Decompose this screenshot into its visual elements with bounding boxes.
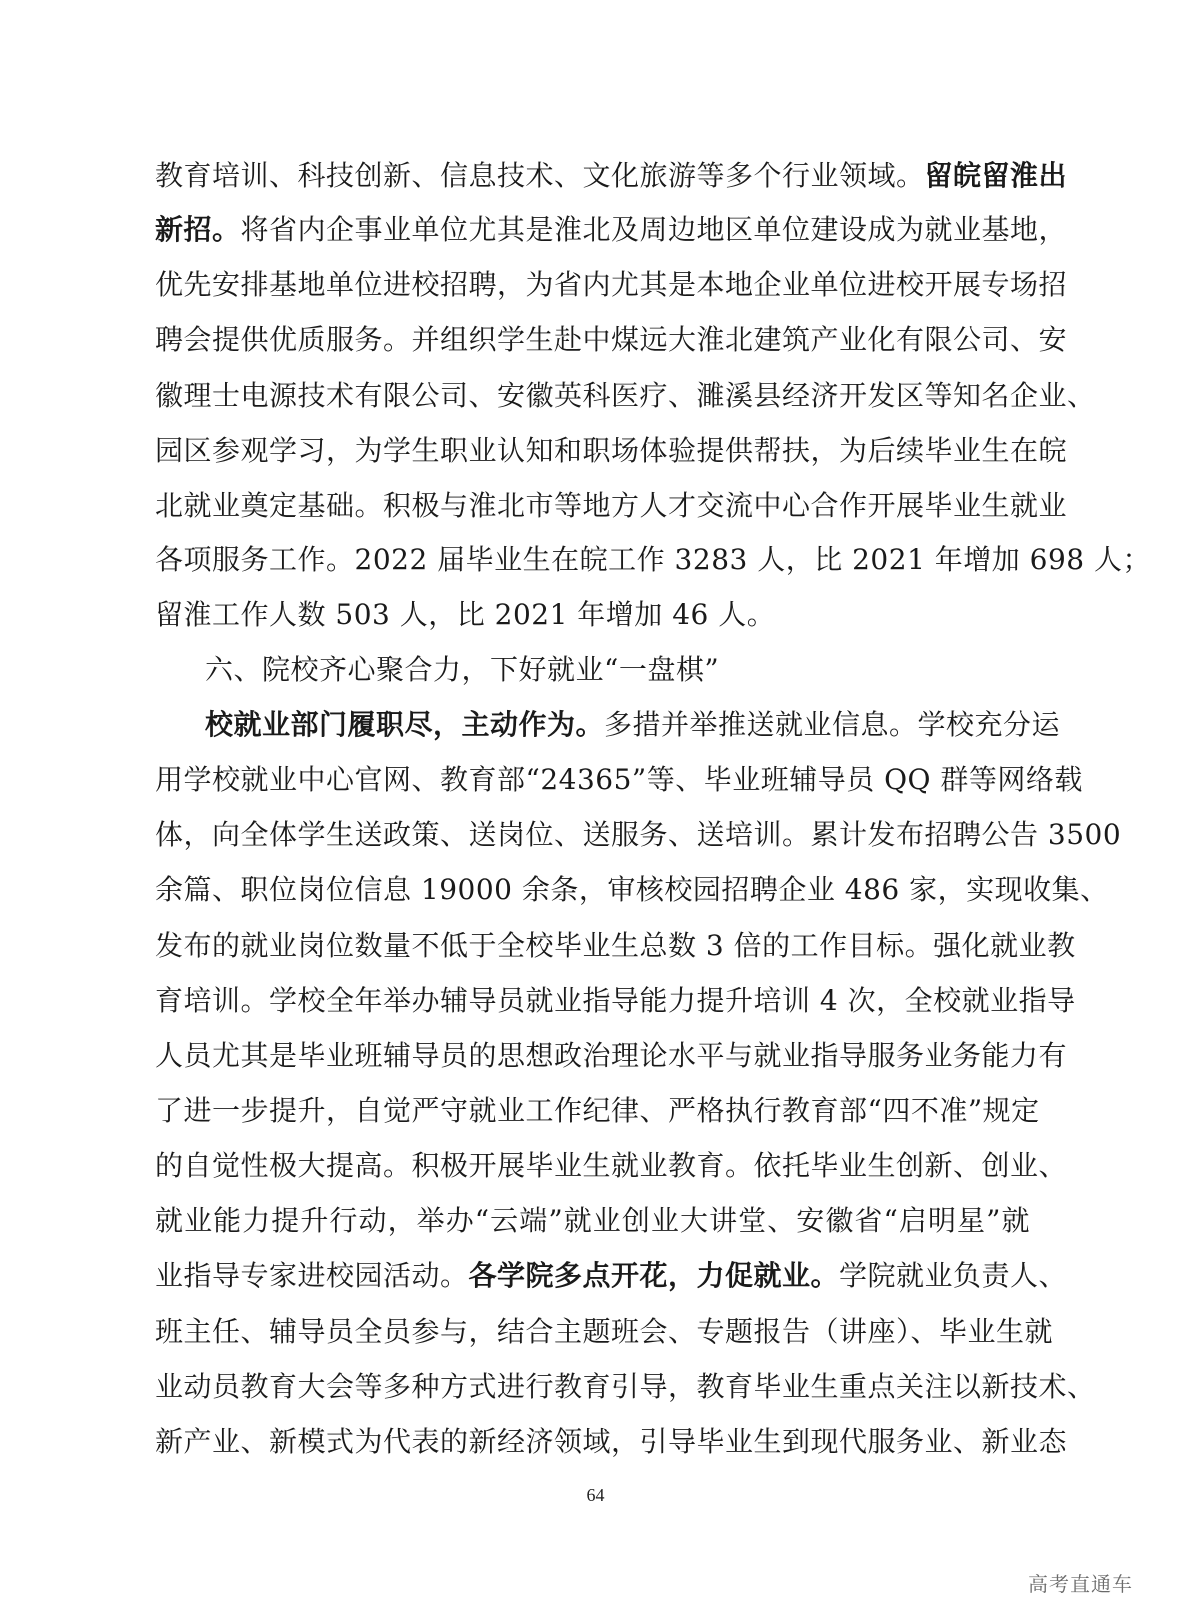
text-run: 班主任、辅导员全员参与，结合主题班会、专题报告（讲座）、毕业生就 [155, 1315, 1054, 1348]
text-run: 的自觉性极大提高。积极开展毕业生就业教育。依托毕业生创新、创业、 [155, 1149, 1068, 1182]
text-line [155, 595, 1030, 635]
text-line [155, 1256, 1068, 1296]
text-run: 新产业、新模式为代表的新经济领域，引导毕业生到现代服务业、新业态 [155, 1425, 1068, 1458]
bold-text-run: 留皖留淮出 [924, 159, 1068, 192]
page-number: 64 [586, 1485, 605, 1505]
text-run: 留淮工作人数 503 人，比 2021 年增加 46 人。 [155, 598, 776, 631]
text-line [155, 1422, 1068, 1462]
text-line [155, 815, 1122, 855]
text-line [155, 1201, 1030, 1241]
text-line [155, 1146, 1068, 1186]
text-line [155, 320, 1068, 360]
text-line [155, 926, 1076, 966]
text-line [155, 1367, 1096, 1407]
text-line [155, 265, 1068, 305]
text-line [155, 1036, 1068, 1076]
text-run: 就业能力提升行动，举办“云端”就业创业大讲堂、安徽省“启明星”就 [155, 1204, 1030, 1237]
text-line [155, 1312, 1054, 1352]
text-run: 将省内企事业单位尤其是淮北及周边地区单位建设成为就业基地， [240, 213, 1068, 246]
text-run: 用学校就业中心官网、教育部“24365”等、毕业班辅导员 QQ 群等网络载 [155, 763, 1083, 796]
text-run: 体，向全体学生送政策、送岗位、送服务、送培训。累计发布招聘公告 3500 [155, 818, 1122, 851]
bold-text-run: 新招。 [155, 213, 241, 246]
text-run: 聘会提供优质服务。并组织学生赴中煤远大淮北建筑产业化有限公司、安 [155, 323, 1068, 356]
text-run: 业指导专家进校园活动。 [155, 1259, 469, 1292]
text-run: 余篇、职位岗位信息 19000 余条，审核校园招聘企业 486 家，实现收集、 [155, 873, 1109, 906]
section-heading [205, 650, 1030, 690]
text-run: 业动员教育大会等多种方式进行教育引导，教育毕业生重点关注以新技术、 [155, 1370, 1096, 1403]
text-line [155, 760, 1083, 800]
text-run: 人员尤其是毕业班辅导员的思想政治理论水平与就业指导服务业务能力有 [155, 1039, 1068, 1072]
text-line [155, 981, 1076, 1021]
text-run: 优先安排基地单位进校招聘，为省内尤其是本地企业单位进校开展专场招 [155, 268, 1068, 301]
bold-text-run: 各学院多点开花，力促就业。 [468, 1259, 840, 1292]
text-run: 多措并举推送就业信息。学校充分运 [604, 708, 1061, 741]
text-run: 园区参观学习，为学生职业认知和职场体验提供帮扶，为后续毕业生在皖 [155, 434, 1068, 467]
watermark: 高考直通车 [1028, 1572, 1133, 1596]
text-line [155, 376, 1096, 416]
text-run: 徽理士电源技术有限公司、安徽英科医疗、濉溪县经济开发区等知名企业、 [155, 379, 1096, 412]
text-line [155, 156, 1068, 196]
text-line [205, 705, 1061, 745]
text-run: 育培训。学校全年举办辅导员就业指导能力提升培训 4 次，全校就业指导 [155, 984, 1076, 1017]
text-line [155, 1091, 1040, 1131]
text-run: 发布的就业岗位数量不低于全校毕业生总数 3 倍的工作目标。强化就业教 [155, 929, 1076, 962]
text-run: 教育培训、科技创新、信息技术、文化旅游等多个行业领域。 [155, 159, 925, 192]
text-run: 学院就业负责人、 [839, 1259, 1068, 1292]
bold-text-run: 校就业部门履职尽，主动作为。 [205, 708, 605, 741]
text-run: 了进一步提升，自觉严守就业工作纪律、严格执行教育部“四不准”规定 [155, 1094, 1040, 1127]
text-line [155, 210, 1068, 250]
text-run: 各项服务工作。2022 届毕业生在皖工作 3283 人，比 2021 年增加 698 人； [155, 543, 1152, 576]
text-line [155, 870, 1109, 910]
text-line [155, 486, 1068, 526]
text-line [155, 540, 1152, 580]
text-run: 六、院校齐心聚合力，下好就业“一盘棋” [205, 653, 720, 686]
text-run: 北就业奠定基础。积极与淮北市等地方人才交流中心合作开展毕业生就业 [155, 489, 1068, 522]
text-line [155, 431, 1068, 471]
